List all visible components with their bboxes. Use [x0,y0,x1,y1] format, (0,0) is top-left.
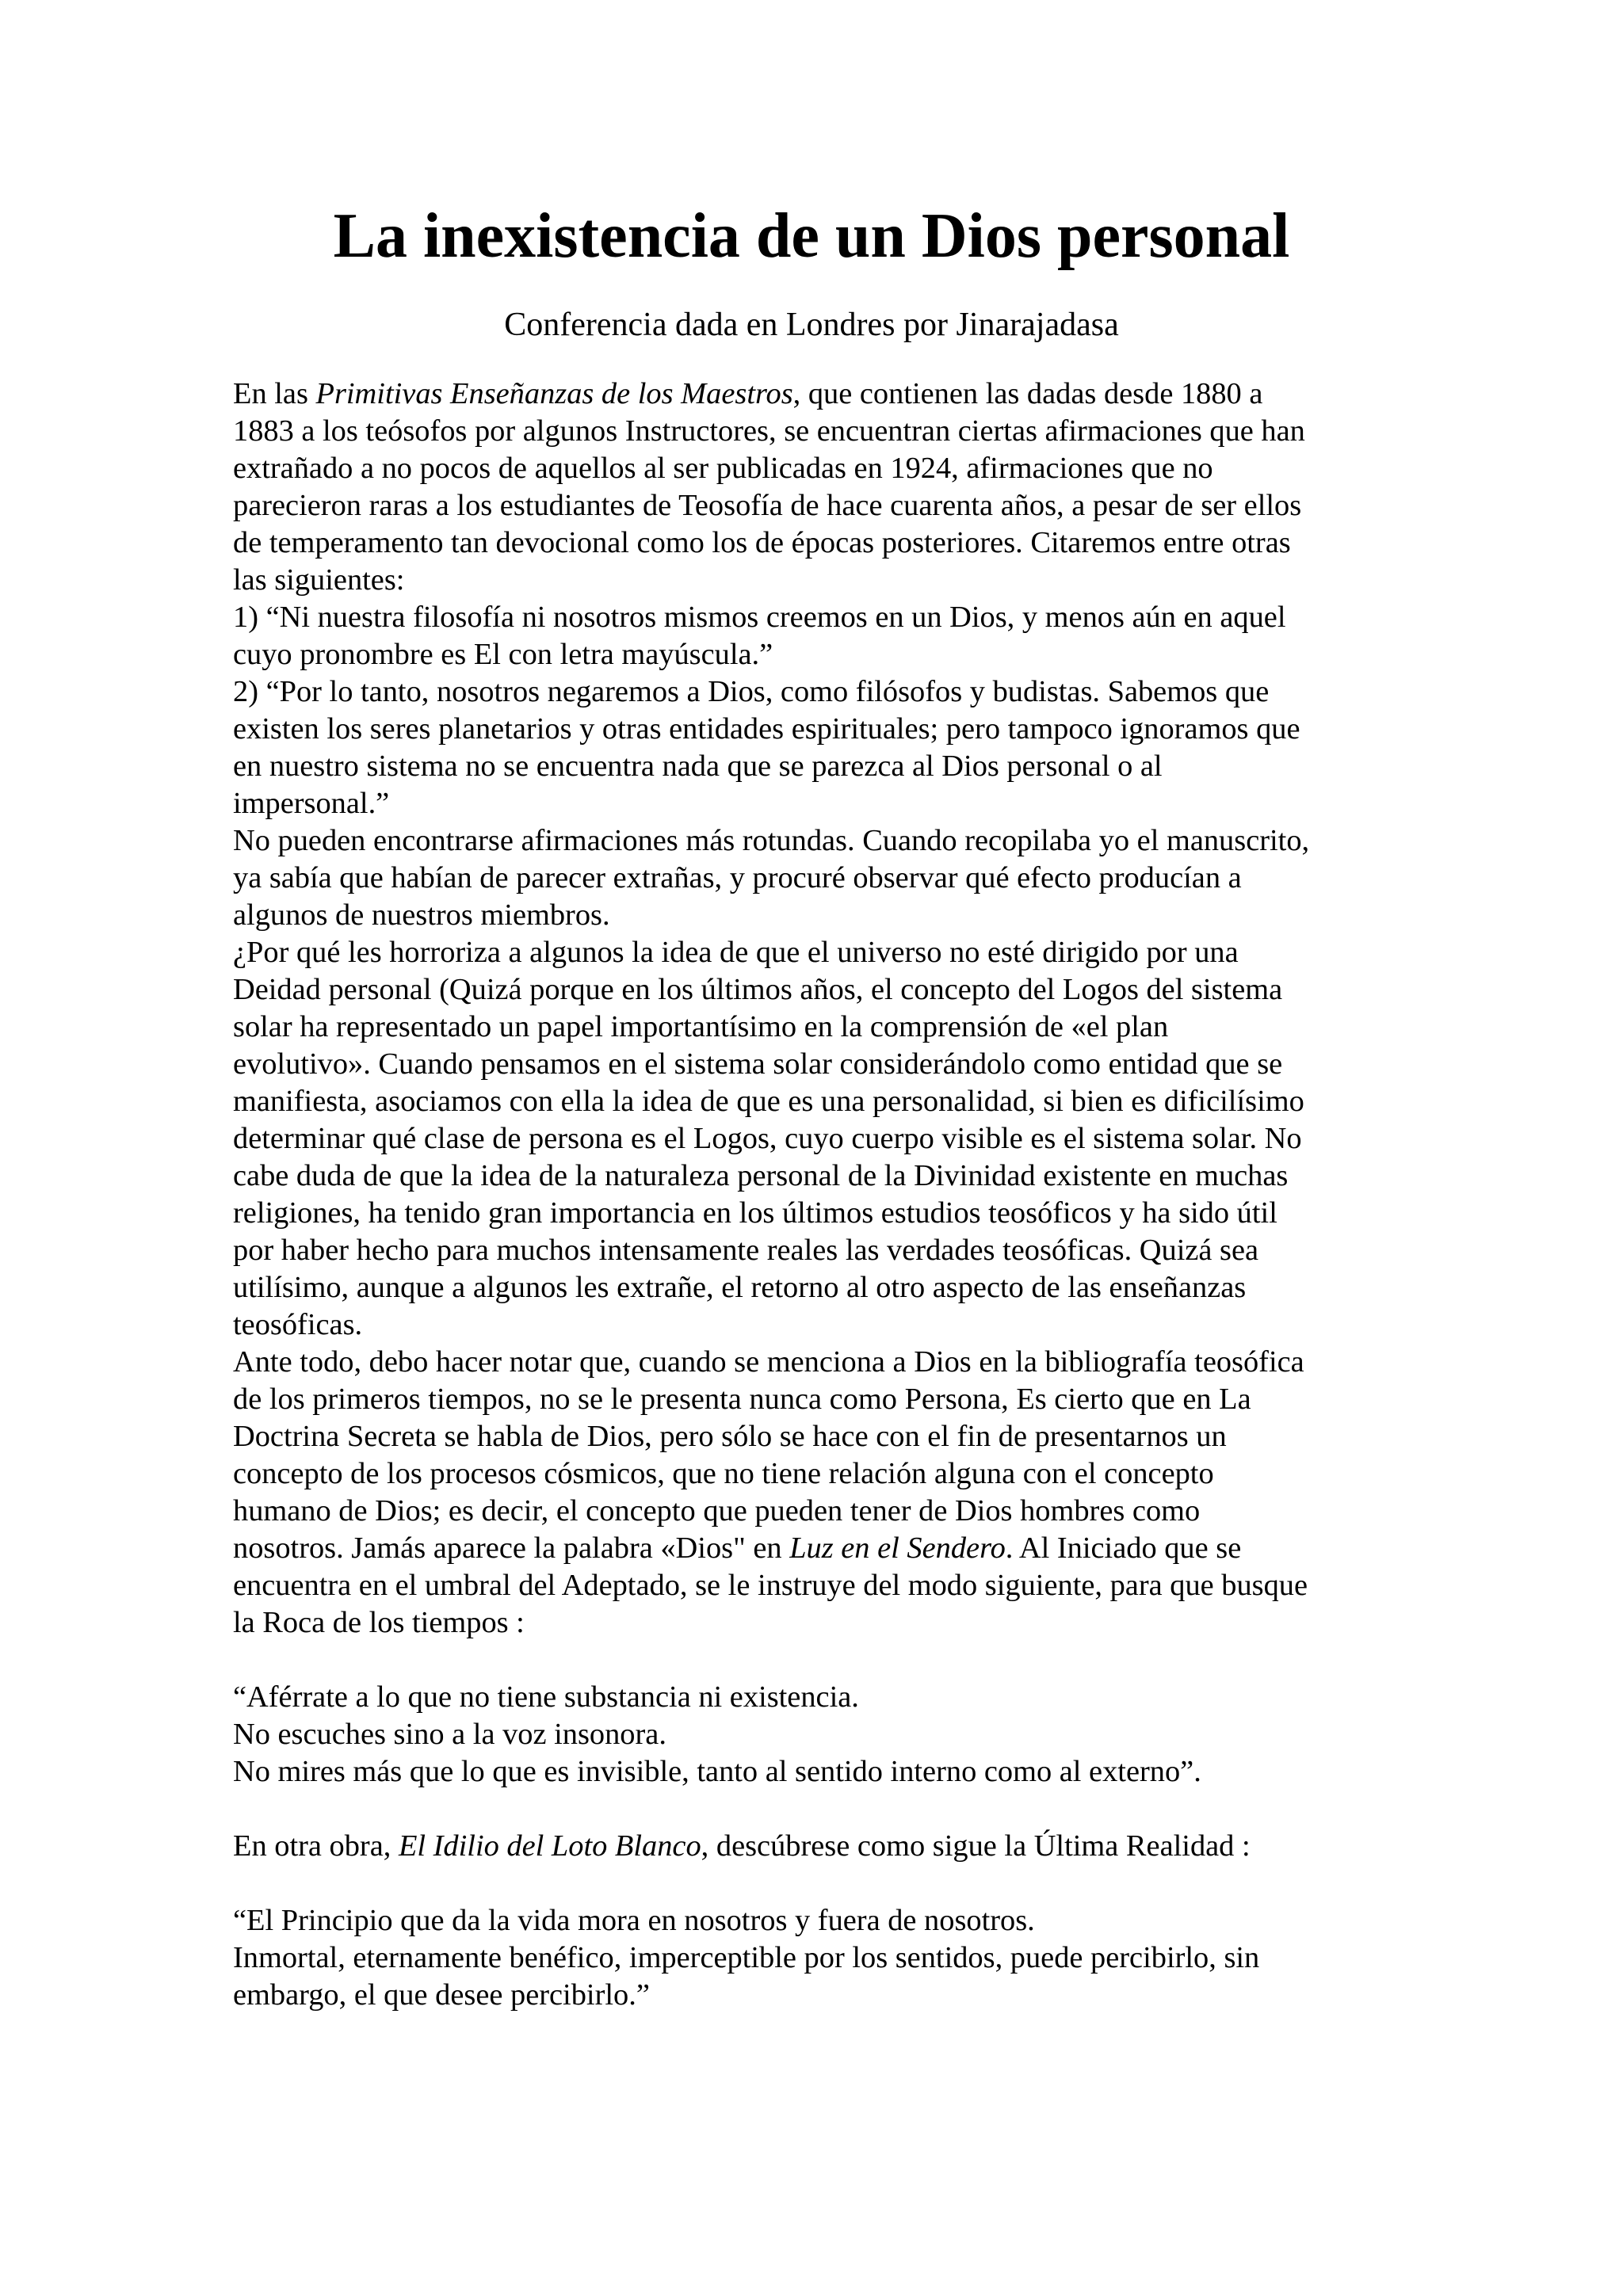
text-line: existen los seres planetarios y otras entidades espirituales; pero tampoco ignoramos que [233,712,1300,746]
quote-2 [233,673,1422,822]
text-line: en nuestro sistema no se encuentra nada que se parezca al Dios personal o al [233,749,1163,783]
body-text [233,376,1422,2014]
text-line: determinar qué clase de persona es el Logos, cuyo cuerpo visible es el sistema solar. No [233,1122,1302,1155]
text-line: 2) “Por lo tanto, nosotros negaremos a Dios, como filósofos y budistas. Sabemos que [233,675,1270,708]
text-line: nosotros. Jamás aparece la palabra «Dios" en Luz en el Sendero. Al Iniciado que se [233,1531,1242,1565]
text-line: “El Principio que da la vida mora en nosotros y fuera de nosotros. [233,1904,1035,1937]
text-line: embargo, el que desee percibirlo.” [233,1978,650,2012]
text-line: Deidad personal (Quizá porque en los últimos años, el concepto del Logos del sistema [233,973,1283,1006]
text-line: No escuches sino a la voz insonora. [233,1718,666,1751]
text-line: No pueden encontrarse afirmaciones más rotundas. Cuando recopilaba yo el manuscrito, [233,824,1310,857]
text-line: solar ha representado un papel importantísimo en la comprensión de «el plan [233,1010,1169,1043]
book-title-idilio: El Idilio del Loto Blanco [398,1829,701,1863]
paragraph-ante-todo [233,1344,1422,1642]
quote-aferrate [233,1679,1422,1791]
book-title-luz: Luz en el Sendero [789,1531,1006,1565]
text-line: las siguientes: [233,563,405,597]
text-line: cuyo pronombre es El con letra mayúscula.” [233,638,773,671]
page-subtitle: Conferencia dada en Londres por Jinarajadasa [504,307,1119,343]
text-line: “Aférrate a lo que no tiene substancia ni existencia. [233,1680,859,1714]
text-line: cabe duda de que la idea de la naturaleza personal de la Divinidad existente en muchas [233,1159,1289,1192]
text-line: extrañado a no pocos de aquellos al ser publicadas en 1924, afirmaciones que no [233,452,1213,485]
text-line: de temperamento tan devocional como los de épocas posteriores. Citaremos entre otras [233,526,1291,559]
text-line: 1) “Ni nuestra filosofía ni nosotros mismos creemos en un Dios, y menos aún en aquel [233,601,1286,634]
paragraph-intro [233,376,1422,599]
blank-line [233,1791,1422,1828]
text-line: humano de Dios; es decir, el concepto que pueden tener de Dios hombres como [233,1494,1201,1527]
quote-1 [233,599,1422,673]
page-title: La inexistencia de un Dios personal [333,201,1290,271]
text-line: de los primeros tiempos, no se le presenta nunca como Persona, Es cierto que en La [233,1383,1251,1416]
text-line: parecieron raras a los estudiantes de Teosofía de hace cuarenta años, a pesar de ser ellos [233,489,1302,522]
text-line: la Roca de los tiempos : [233,1606,525,1639]
text-line: algunos de nuestros miembros. [233,898,610,932]
text-line: Ante todo, debo hacer notar que, cuando se menciona a Dios en la bibliografía teosófica [233,1345,1304,1379]
text-line: ¿Por qué les horroriza a algunos la idea de que el universo no esté dirigido por una [233,936,1239,969]
text-line: concepto de los procesos cósmicos, que no tiene relación alguna con el concepto [233,1457,1214,1490]
text-line: En otra obra, El Idilio del Loto Blanco, descúbrese como sigue la Última Realidad : [233,1829,1251,1863]
text-line: Doctrina Secreta se habla de Dios, pero sólo se hace con el fin de presentarnos un [233,1420,1227,1453]
paragraph-idilio [233,1828,1422,1865]
text-line: encuentra en el umbral del Adeptado, se le instruye del modo siguiente, para que busque [233,1569,1308,1602]
book-title-primitivas: Primitivas Enseñanzas de los Maestros [315,377,793,410]
text-line: impersonal.” [233,787,390,820]
paragraph-deidad [233,934,1422,1344]
text-line: manifiesta, asociamos con ella la idea de que es una personalidad, si bien es dificilísimo [233,1085,1304,1118]
paragraph-rotundas [233,822,1422,934]
text-line: evolutivo». Cuando pensamos en el sistema solar considerándolo como entidad que se [233,1047,1283,1081]
text-line: utilísimo, aunque a algunos les extrañe, el retorno al otro aspecto de las enseñanzas [233,1271,1247,1304]
text-line: Inmortal, eternamente benéfico, imperceptible por los sentidos, puede percibirlo, sin [233,1941,1260,1974]
text-line: En las Primitivas Enseñanzas de los Maestros, que contienen las dadas desde 1880 a [233,377,1263,410]
text-line: ya sabía que habían de parecer extrañas, y procuré observar qué efecto producían a [233,861,1242,894]
text-line: religiones, ha tenido gran importancia en los últimos estudios teosóficos y ha sido útil [233,1196,1277,1230]
blank-line [233,1642,1422,1679]
text-line: teosóficas. [233,1308,363,1341]
quote-principio [233,1902,1422,2014]
text-line: No mires más que lo que es invisible, tanto al sentido interno como al externo”. [233,1755,1201,1788]
text-line: 1883 a los teósofos por algunos Instructores, se encuentran ciertas afirmaciones que han [233,414,1305,448]
blank-line [233,1865,1422,1902]
text-line: por haber hecho para muchos intensamente reales las verdades teosóficas. Quizá sea [233,1234,1259,1267]
